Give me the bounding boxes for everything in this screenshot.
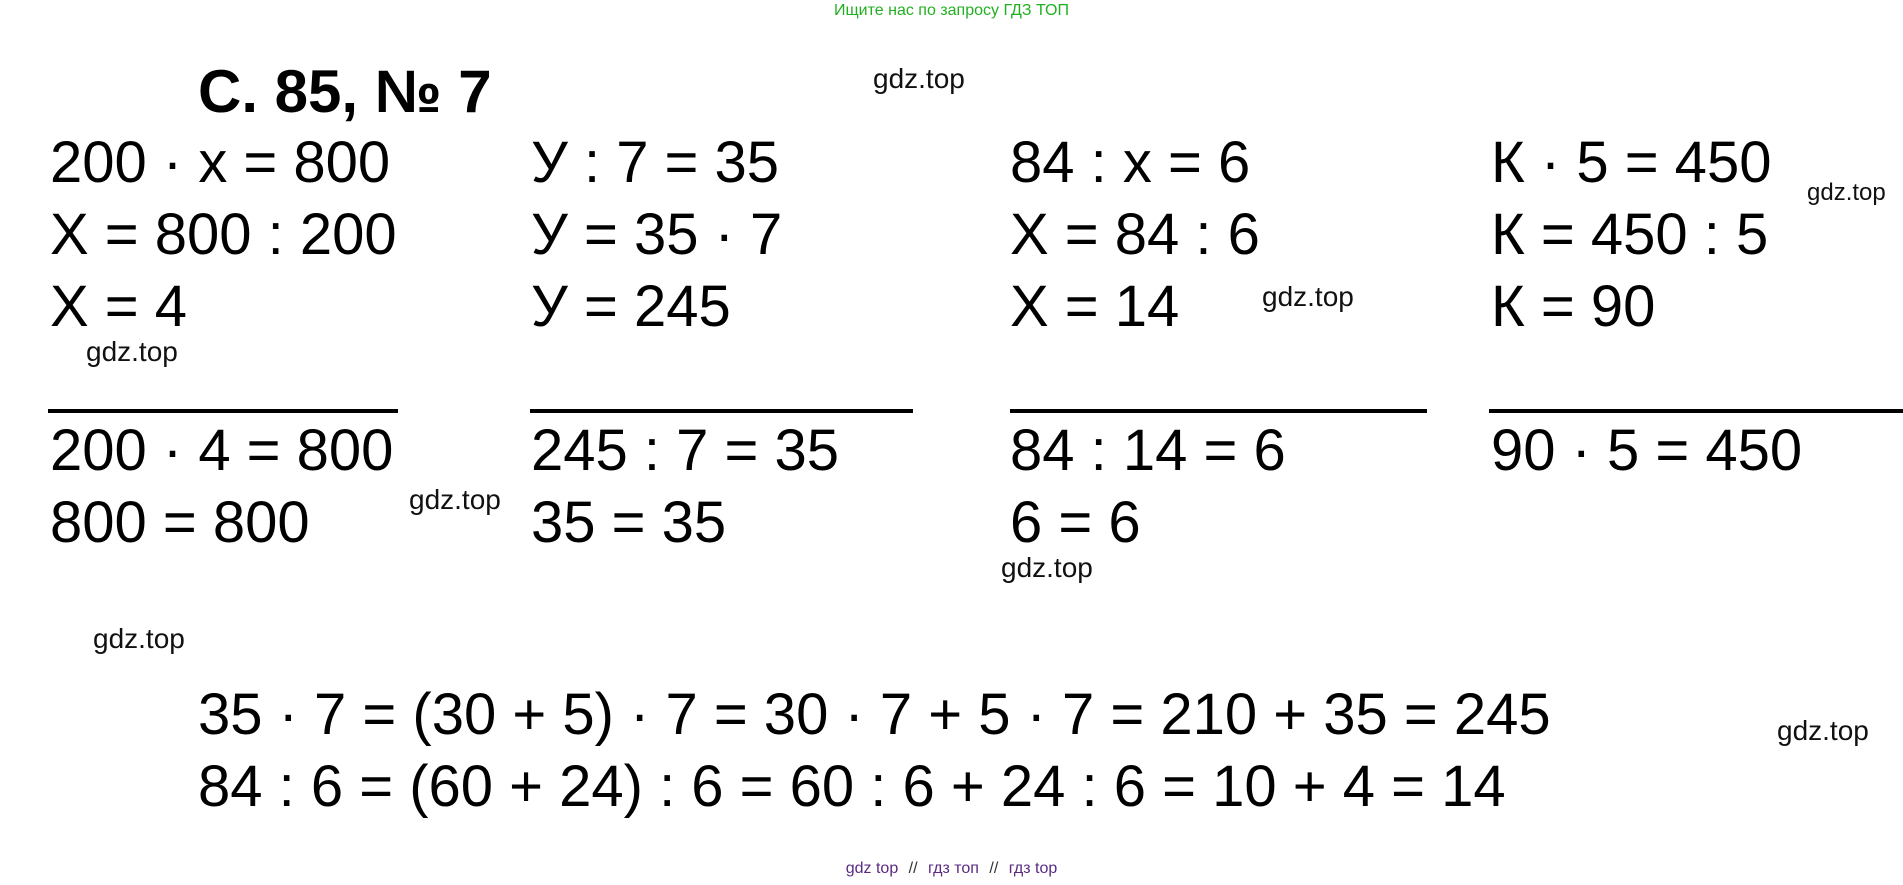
col2-check-2: 35 = 35 [531,490,727,555]
col3-check-1: 84 : 14 = 6 [1010,418,1286,483]
col3-equation-1: 84 : х = 6 [1010,130,1251,195]
footer-link[interactable]: гдз top [1008,860,1058,877]
footer-separator: // [989,860,999,877]
search-banner: Ищите нас по запросу ГДЗ ТОП [834,2,1069,19]
watermark: gdz.top [1001,552,1093,583]
footer-link[interactable]: gdz top [845,860,899,877]
col3-equation-2: Х = 84 : 6 [1010,202,1260,267]
col1-divider [48,409,398,413]
watermark: gdz.top [93,623,185,654]
footer-separator: // [908,860,918,877]
col2-divider [530,409,913,413]
footer-links [0,860,1903,878]
explanation-line-2: 84 : 6 = (60 + 24) : 6 = 60 : 6 + 24 : 6 = 10 + 4 = 14 [198,754,1506,819]
col3-divider [1010,409,1427,413]
col1-equation-3: Х = 4 [50,274,188,339]
col4-check-1: 90 · 5 = 450 [1491,418,1803,483]
watermark: gdz.top [873,63,965,94]
col2-equation-1: У : 7 = 35 [531,130,780,195]
footer-link[interactable]: гдз топ [928,860,979,877]
col1-equation-2: Х = 800 : 200 [50,202,397,267]
col2-equation-2: У = 35 · 7 [531,202,783,267]
col4-equation-3: К = 90 [1491,274,1656,339]
col1-check-1: 200 · 4 = 800 [50,418,394,483]
col4-equation-1: К · 5 = 450 [1491,130,1772,195]
watermark: gdz.top [1777,715,1869,746]
watermark: gdz.top [1262,281,1354,312]
col2-check-1: 245 : 7 = 35 [531,418,839,483]
col2-equation-3: У = 245 [531,274,731,339]
col3-equation-3: Х = 14 [1010,274,1180,339]
watermark: gdz.top [1807,179,1886,206]
col4-divider [1489,409,1903,413]
explanation-line-1: 35 · 7 = (30 + 5) · 7 = 30 · 7 + 5 · 7 = 210 + 35 = 245 [198,682,1551,747]
col3-check-2: 6 = 6 [1010,490,1141,555]
col1-check-2: 800 = 800 [50,490,310,555]
watermark: gdz.top [409,484,501,515]
col4-equation-2: К = 450 : 5 [1491,202,1769,267]
watermark: gdz.top [86,336,178,367]
page-title: С. 85, № 7 [198,58,492,125]
col1-equation-1: 200 · х = 800 [50,130,391,195]
